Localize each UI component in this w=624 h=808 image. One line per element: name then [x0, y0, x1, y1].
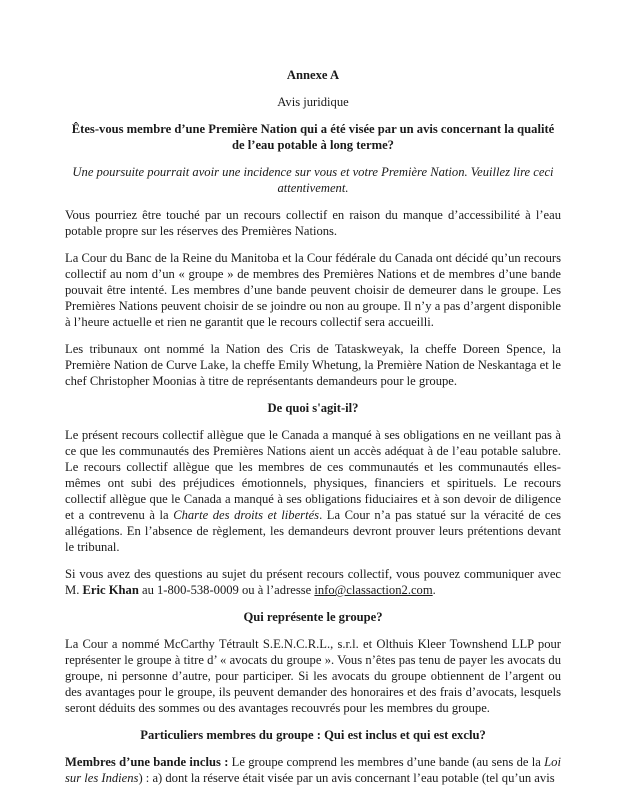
paragraph-courts-decision: La Cour du Banc de la Reine du Manitoba et la Cour fédérale du Canada ont décidé qu’un recours collectif au nom d’un « groupe » de membres des Premières Nations et de membres d’une bande pouvait être intenté. Les membres d’une bande peuvent choisir de demeurer dans le groupe. Les Premières Nations peuvent choisir de se joindre ou non au groupe. Il n’y a pas d’argent disponible à l’heure actuelle et rien ne garantit que le recours collectif sera accueilli. — [65, 251, 561, 329]
band-members-lead-bold: Membres d’une bande inclus : — [65, 755, 229, 769]
contact-email-link[interactable]: info@classaction2.com — [314, 583, 433, 597]
question-heading: Êtes-vous membre d’une Première Nation qui a été visée par un avis concernant la qualité de l’eau potable à long terme? — [71, 122, 555, 152]
band-members-text: Le groupe comprend les membres d’une bande (au sens de la — [228, 755, 545, 769]
paragraph-representatives: Les tribunaux ont nommé la Nation des Cris de Tataskweyak, la cheffe Doreen Spence, la Première Nation de Curve Lake, la cheffe Emily Whetung, la Première Nation de Neskantaga et le chef Christopher Moonias à titre de représentants demandeurs pour le groupe. — [65, 342, 561, 388]
heading-about: De quoi s'agit-il? — [267, 401, 359, 415]
intro-notice: Une poursuite pourrait avoir une incidence sur vous et votre Première Nation. Veuillez lire ceci attentivement. — [72, 165, 554, 195]
paragraph-contact — [65, 566, 561, 598]
charte-title-italic: Charte des droits et libertés — [173, 508, 320, 522]
paragraph-lawyers: La Cour a nommé McCarthy Tétrault S.E.N.C.R.L., s.r.l. et Olthuis Kleer Townshend LLP pour représenter le groupe à titre d’ « avocats du groupe ». Vous n’êtes pas tenu de payer les avocats du groupe, ni personne d’autre, pour participer. Si les avocats du groupe obtiennent de l’argent ou des avantages pour le groupe, ils peuvent demander des honoraires et des frais d’avocats, lesquels seront déduits des sommes ou des avantages recouvrés pour les membres du groupe. — [65, 637, 561, 715]
annex-title: Annexe A — [286, 68, 340, 82]
heading-members-included: Particuliers membres du groupe : Qui est inclus et qui est exclu? — [140, 728, 486, 742]
paragraph-affected: Vous pourriez être touché par un recours collectif en raison du manque d’accessibilité à l’eau potable propre sur les réserves des Premières Nations. — [65, 208, 561, 238]
band-members-text-end: ) : a) dont la réserve était visée par un avis concernant l’eau potable (tel qu’un avis — [138, 771, 555, 785]
contact-name: Eric Khan — [82, 583, 139, 597]
paragraph-allegations — [65, 427, 561, 555]
document-subtitle: Avis juridique — [277, 95, 349, 109]
contact-text: Si vous avez des questions au sujet du présent recours collectif, vous pouvez communiquer avec M. — [65, 567, 561, 597]
contact-text-end: . — [432, 583, 436, 597]
allegations-text: Le présent recours collectif allègue que le Canada a manqué à ses obligations en ne veillant pas à ce que les communautés des Premières Nations aient un accès adéquat à de l’eau potable salubre. Le recours collectif allègue que les membres de ces communautés et les communautés elles-mêmes ont subi des préjudices émotionnels, physiques, financiers et spirituels. Le recours collectif allègue que le Canada a manqué à ses obligations fiduciaires et à son devoir de diligence et a contrevenu à la — [65, 428, 561, 522]
allegations-text-end: . La Cour n’a pas statué sur la véracité de ces allégations. En l’absence de règlement, les demandeurs devront prouver leurs prétentions devant le tribunal. — [65, 508, 561, 554]
heading-who-represents: Qui représente le groupe? — [243, 610, 383, 624]
paragraph-band-members — [65, 754, 561, 786]
contact-phone-text: au 1-800-538-0009 ou à l’adresse — [138, 583, 315, 597]
loi-indiens-italic: Loi sur les Indiens — [65, 755, 561, 785]
